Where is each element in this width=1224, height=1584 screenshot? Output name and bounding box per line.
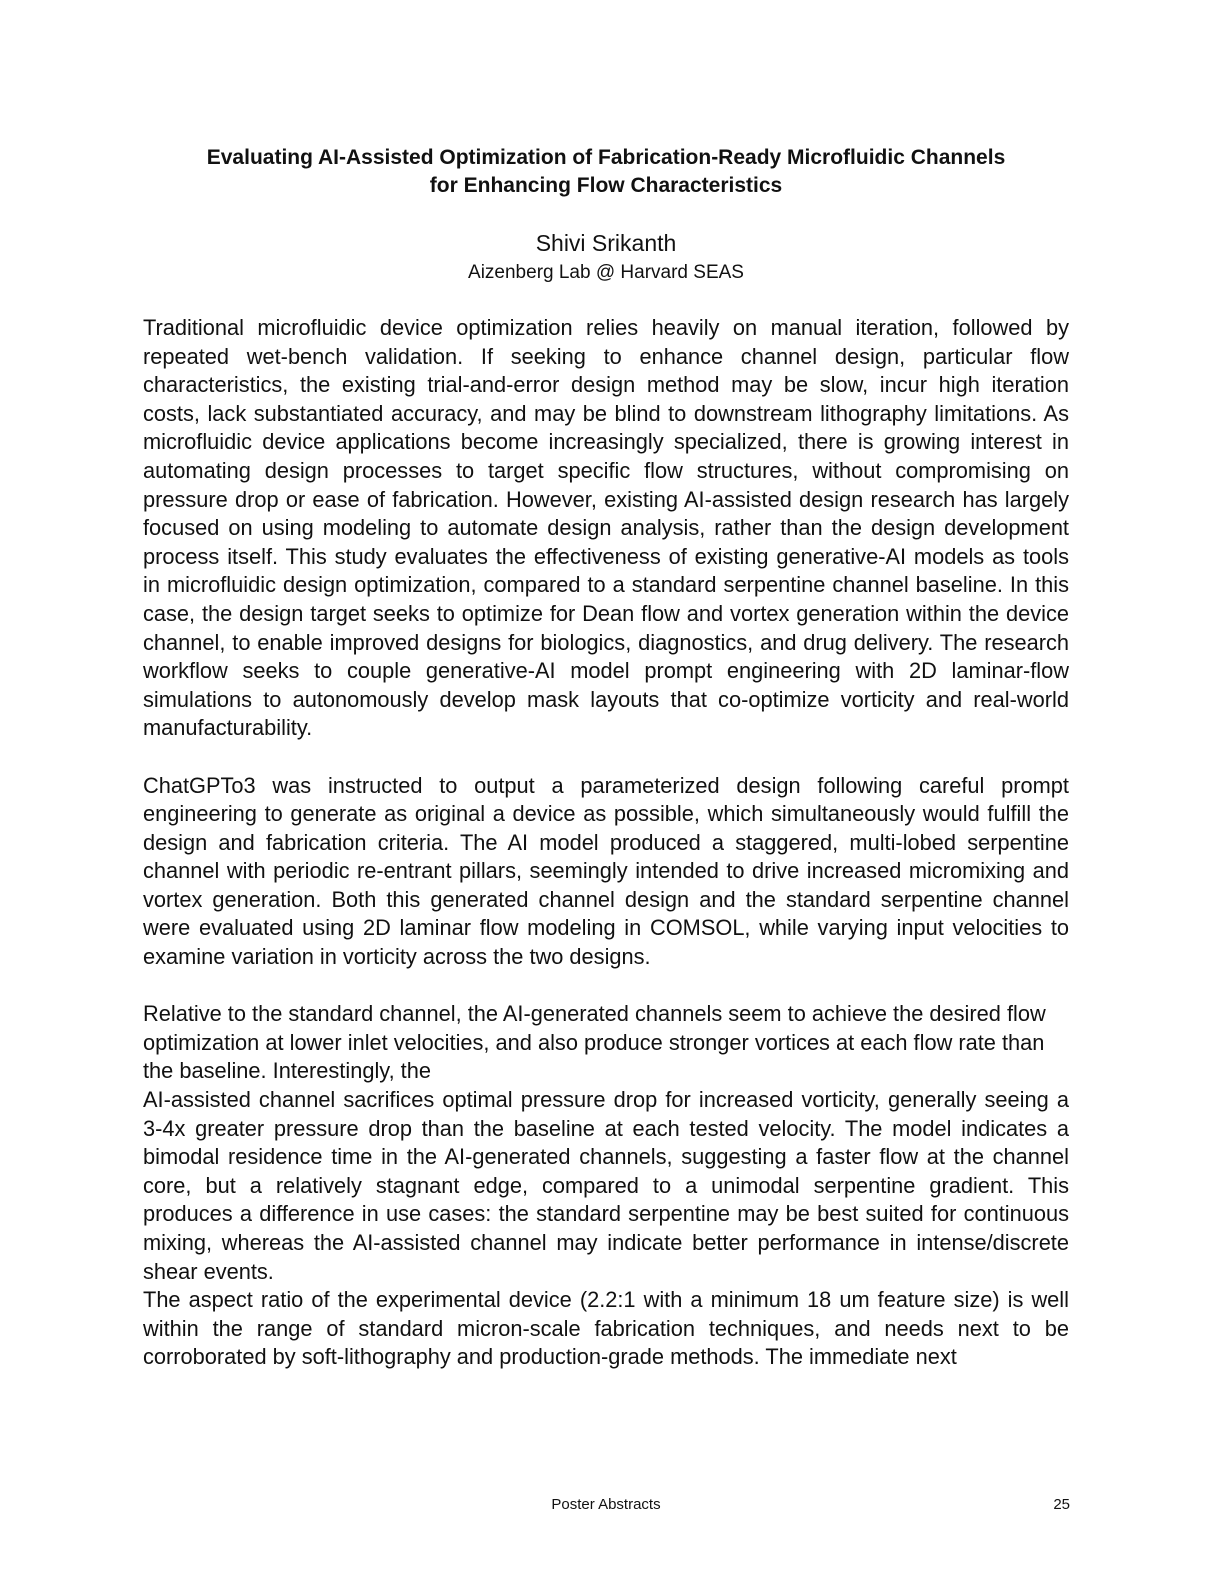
abstract-title [150,144,1062,200]
paragraph-results: AI-assisted channel sacrifices optimal pressure drop for increased vorticity, generally seeing a 3-4x greater pressure drop than the baseline at each tested velocity. The model indicates a bimodal residence time in the AI-generated channels, suggesting a faster flow at the channel core, but a relatively stagnant edge, compared to a unimodal serpentine gradient. This produces a difference in use cases: the standard serpentine may be best suited for continuous mixing, whereas the AI-assisted channel may indicate better performance in intense/discrete shear events. [143,1087,1069,1284]
title-line-1: Evaluating AI-Assisted Optimization of Fabrication-Ready Microfluidic Channels [206,146,1006,169]
paragraph-fabrication: The aspect ratio of the experimental device (2.2:1 with a minimum 18 um feature size) is well within the range of standard micron-scale fabrication techniques, and needs next to be corroborated by soft-lithography and production-grade methods. The immediate next [143,1287,1069,1370]
page-number: 25 [1053,1496,1070,1513]
author-affiliation: Aizenberg Lab @ Harvard SEAS [468,262,744,283]
paragraph-methods: ChatGPTo3 was instructed to output a parameterized design following careful prompt engineering to generate as original a device as possible, which simultaneously would fulfill the design and fabrication criteria. The AI model produced a staggered, multi-lobed serpentine channel with periodic re-entrant pillars, seemingly intended to drive increased micromixing and vortex generation. Both this generated channel design and the standard serpentine channel were evaluated using 2D laminar flow modeling in COMSOL, while varying input velocities to examine variation in vorticity across the two designs. [143,772,1069,970]
title-line-2: for Enhancing Flow Characteristics [429,174,783,197]
abstract-body [143,314,1069,1372]
footer-section-label: Poster Abstracts [551,1496,661,1513]
paragraph-background: Traditional microfluidic device optimization relies heavily on manual iteration, followed by repeated wet-bench validation. If seeking to enhance channel design, particular flow characteristics, the existing trial-and-error design method may be slow, incur high iteration costs, lack substantiated accuracy, and may be blind to downstream lithography limitations. As microfluidic device applications become increasingly specialized, there is growing interest in automating design processes to target specific flow structures, without compromising on pressure drop or ease of fabrication. However, existing AI-assisted design research has largely focused on using modeling to automate design analysis, rather than the design development process itself. This study evaluates the effectiveness of existing generative-AI models as tools in microfluidic design optimization, compared to a standard serpentine channel baseline. In this case, the design target seeks to optimize for Dean flow and vortex generation within the device channel, to enable improved designs for biologics, diagnostics, and drug delivery. The research workflow seeks to couple generative-AI model prompt engineering with 2D laminar-flow simulations to autonomously develop mask layouts that co-optimize vorticity and real-world manufacturability. [143,315,1069,741]
paragraph-results-intro: Relative to the standard channel, the AI-generated channels seem to achieve the desired flow optimization at lower inlet velocities, and also produce stronger vortices at each flow rate than the baseline. Interestingly, the [143,1001,1046,1084]
author-name: Shivi Srikanth [535,230,677,256]
